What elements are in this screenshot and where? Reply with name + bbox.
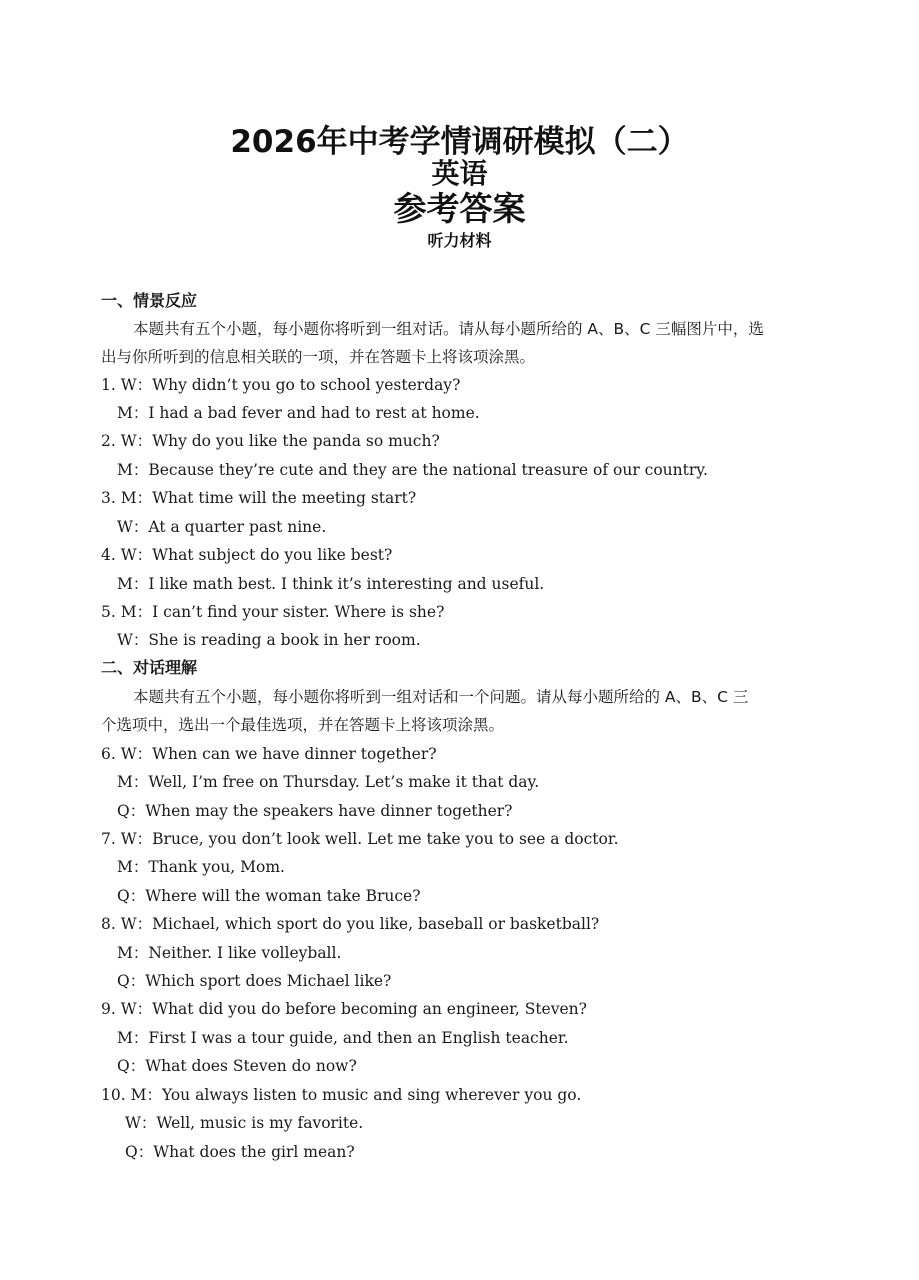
section-instructions: 个选项中，选出一个最佳选项，并在答题卡上将该项涂黑。 [101, 716, 505, 734]
dialogue-line: 6. W：When can we have dinner together? [101, 745, 437, 763]
question-line: Q：When may the speakers have dinner together? [117, 802, 513, 820]
item-label: 5. M： [101, 603, 153, 621]
dialogue-line [101, 487, 416, 509]
dialogue-line: W：Well, music is my favorite. [125, 1114, 364, 1132]
question-line: Q：Which sport does Michael like? [117, 972, 392, 990]
dialogue-line [101, 601, 444, 623]
utterance: I can’t find your sister. Where is she? [152, 603, 445, 621]
doc-type-title: 参考答案 [393, 189, 526, 228]
subject-title: 英语 [431, 157, 488, 190]
item-label: 2. W： [101, 432, 153, 450]
utterance: Why do you like the panda so much? [152, 432, 440, 450]
dialogue-line [101, 430, 440, 452]
dialogue-line: W：At a quarter past nine. [117, 518, 327, 536]
dialogue-line [101, 544, 392, 566]
question-line: Q：What does Steven do now? [117, 1057, 357, 1075]
dialogue-line: M：I had a bad fever and had to rest at home. [117, 404, 480, 422]
question-line: Q：Where will the woman take Bruce? [117, 887, 421, 905]
section-instructions: 出与你所听到的信息相关联的一项，并在答题卡上将该项涂黑。 [101, 348, 536, 366]
dialogue-line: 7. W：Bruce, you don’t look well. Let me take you to see a doctor. [101, 830, 619, 848]
section-heading-dialogue: 二、对话理解 [101, 658, 198, 677]
dialogue-line [101, 374, 460, 396]
question-line: Q：What does the girl mean? [125, 1143, 355, 1161]
dialogue-line: 10. M：You always listen to music and sing wherever you go. [101, 1086, 582, 1104]
utterance: Why didn’t you go to school yesterday? [152, 376, 461, 394]
dialogue-line: M：Because they’re cute and they are the national treasure of our country. [117, 461, 708, 479]
item-label: 3. M： [101, 489, 153, 507]
utterance: What time will the meeting start? [152, 489, 417, 507]
item-label: 4. W： [101, 546, 153, 564]
dialogue-line: M：Neither. I like volleyball. [117, 944, 342, 962]
dialogue-line: 9. W：What did you do before becoming an engineer, Steven? [101, 1000, 587, 1018]
utterance: What subject do you like best? [152, 546, 393, 564]
dialogue-line: M：Thank you, Mom. [117, 858, 285, 876]
dialogue-line: 8. W：Michael, which sport do you like, baseball or basketball? [101, 915, 600, 933]
section-instructions: 本题共有五个小题，每小题你将听到一组对话。请从每小题所给的 A、B、C 三幅图片中，选 [133, 320, 764, 338]
dialogue-line: M：First I was a tour guide, and then an English teacher. [117, 1029, 569, 1047]
exam-title: 2026年中考学情调研模拟（二） [230, 124, 689, 160]
dialogue-line: M：Well, I’m free on Thursday. Let’s make it that day. [117, 773, 540, 791]
dialogue-line: W：She is reading a book in her room. [117, 631, 421, 649]
section-heading-situational: 一、情景反应 [101, 291, 198, 310]
item-label: 1. W： [101, 376, 153, 394]
listening-subtitle: 听力材料 [427, 231, 492, 250]
dialogue-line: M：I like math best. I think it’s interesting and useful. [117, 575, 545, 593]
section-instructions: 本题共有五个小题，每小题你将听到一组对话和一个问题。请从每小题所给的 A、B、C 三 [133, 688, 749, 706]
